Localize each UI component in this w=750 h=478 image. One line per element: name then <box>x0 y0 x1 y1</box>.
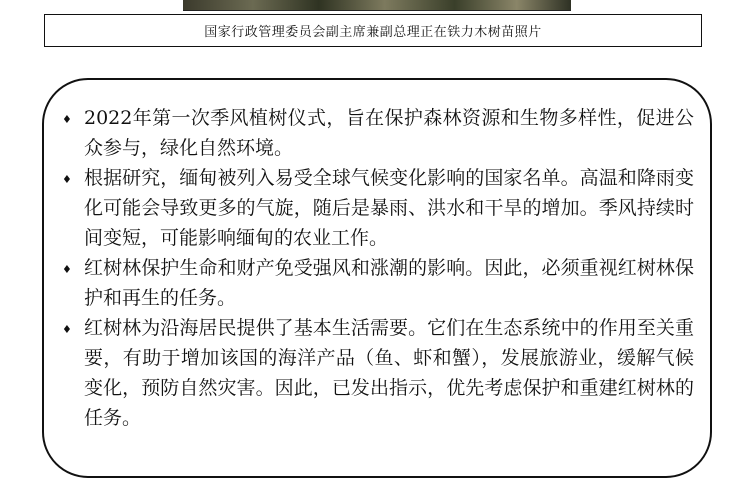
photo-bottom-edge <box>183 0 571 11</box>
diamond-bullet-icon: ♦ <box>62 323 72 336</box>
list-item-text: 2022年第一次季风植树仪式，旨在保护森林资源和生物多样性，促进公众参与，绿化自然环境。 <box>84 107 694 159</box>
list-item <box>62 253 694 313</box>
list-item-text: 根据研究，缅甸被列入易受全球气候变化影响的国家名单。高温和降雨变化可能会导致更多的气旋，随后是暴雨、洪水和干旱的增加。季风持续时间变短，可能影响缅甸的农业工作。 <box>84 167 694 249</box>
list-item <box>62 313 694 433</box>
bullet-list <box>62 103 694 433</box>
list-item-text: 红树林保护生命和财产免受强风和涨潮的影响。因此，必须重视红树林保护和再生的任务。 <box>84 257 694 309</box>
list-item-text: 红树林为沿海居民提供了基本生活需要。它们在生态系统中的作用至关重要，有助于增加该国的海洋产品（鱼、虾和蟹），发展旅游业，缓解气候变化，预防自然灾害。因此，已发出指示，优先考虑保护和重建红树林的任务。 <box>84 317 694 429</box>
list-item <box>62 103 694 163</box>
photo-caption-box <box>44 14 702 47</box>
diamond-bullet-icon: ♦ <box>62 263 72 276</box>
photo-caption: 国家行政管理委员会副主席兼副总理正在铁力木树苗照片 <box>204 25 542 40</box>
diamond-bullet-icon: ♦ <box>62 173 72 186</box>
list-item <box>62 163 694 253</box>
diamond-bullet-icon: ♦ <box>62 113 72 126</box>
